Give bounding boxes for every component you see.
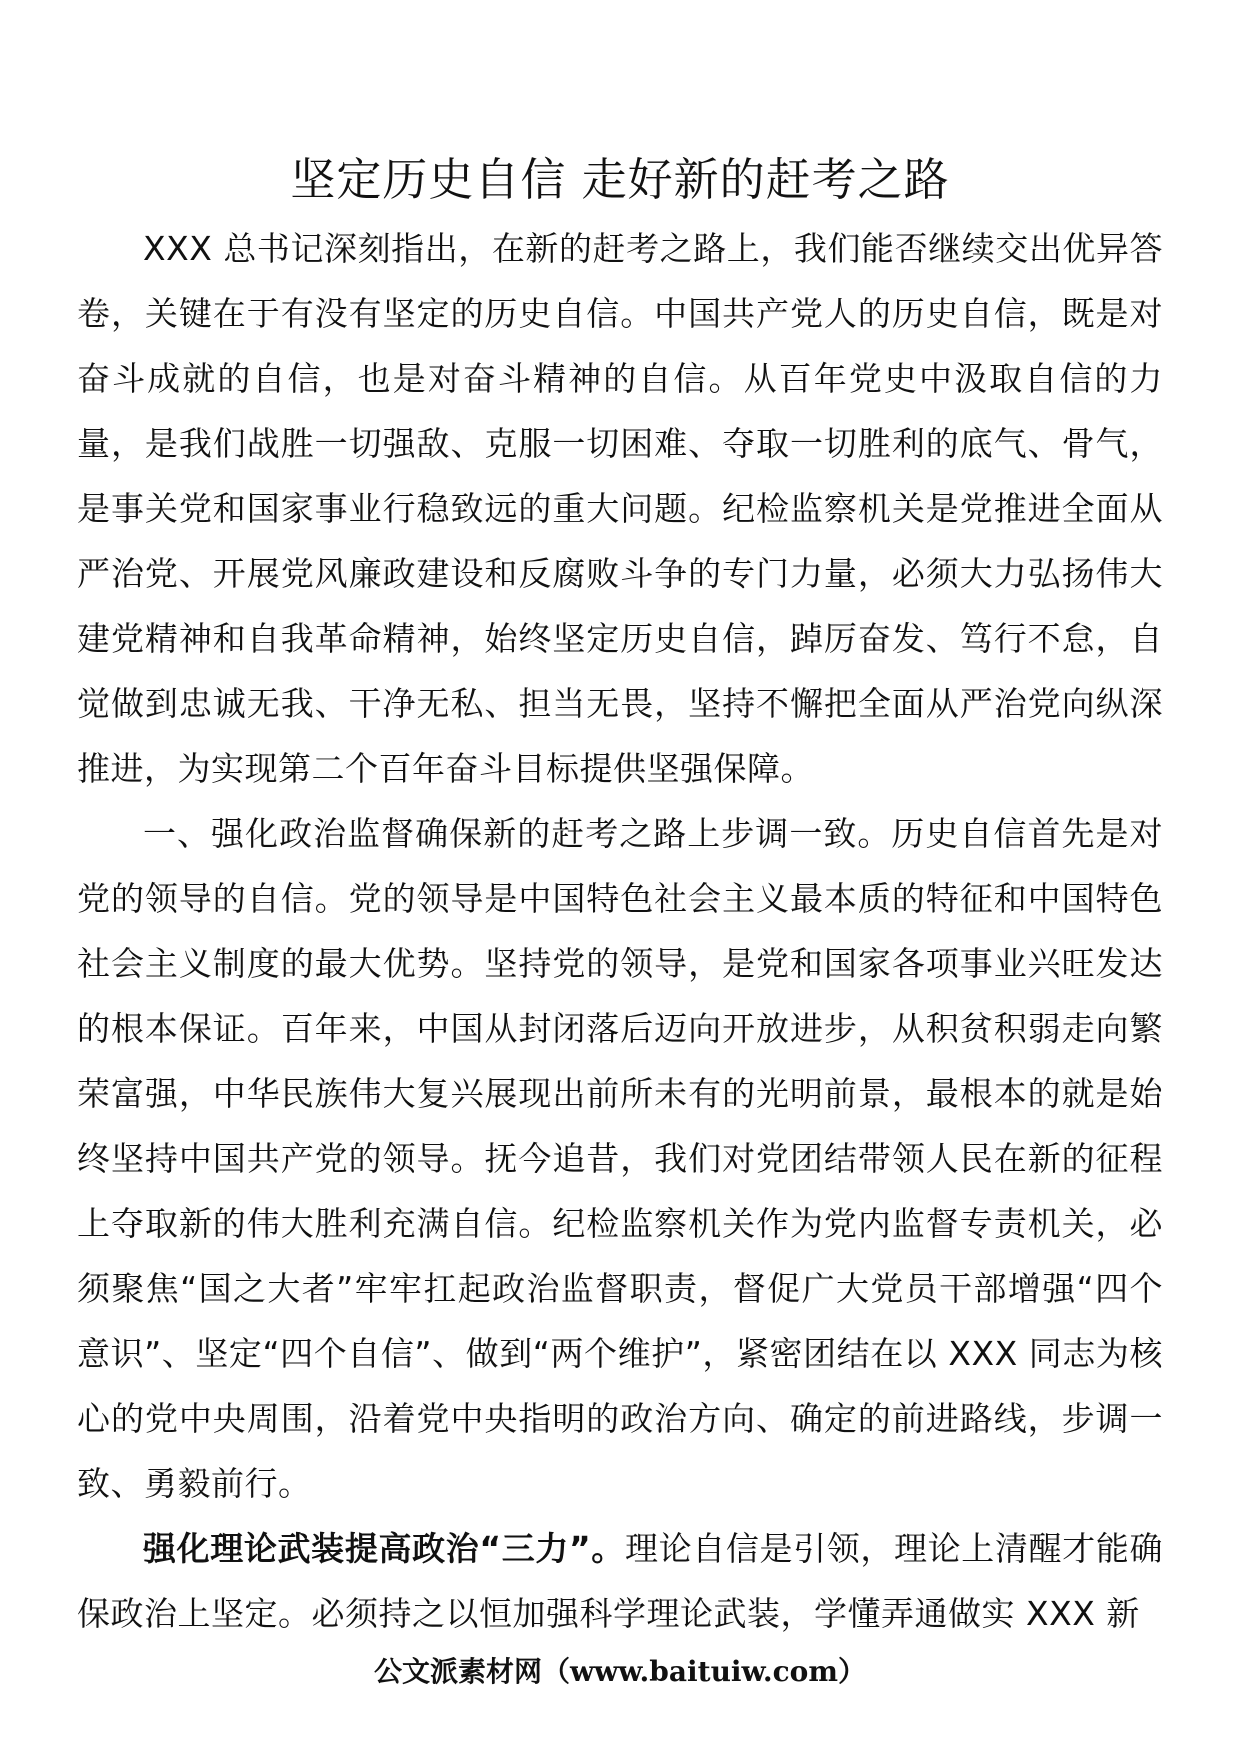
document-body [77,216,1163,1646]
body-paragraph-intro [77,216,1163,801]
paragraph-text: 一、强化政治监督确保新的赶考之路上步调一致。历史自信首先是对党的领导的自信。党的领导是中国特色社会主义最本质的特征和中国特色社会主义制度的最大优势。坚持党的领导，是党和国家各项事业兴旺发达的根本保证。百年来，中国从封闭落后迈向开放进步，从积贫积弱走向繁荣富强，中华民族伟大复兴展现出前所未有的光明前景，最根本的就是始终坚持中国共产党的领导。抚今追昔，我们对党团结带领人民在新的征程上夺取新的伟大胜利充满自信。纪检监察机关作为党内监督专责机关，必须聚焦“国之大者”牢牢扛起政治监督职责，督促广大党员干部增强“四个意识”、坚定“四个自信”、做到“两个维护”，紧密团结在以 XXX 同志为核心的党中央周围，沿着党中央指明的政治方向、确定的前进路线，步调一致、勇毅前行。 [77,814,1163,1503]
paragraph-bold-lead: 强化理论武装提高政治“三力”。 [143,1529,625,1568]
paragraph-text: 理论自信是引领，理论上清醒才能确保政治上坚定。必须持之以恒加强科学理论武装，学懂弄通做实 XXX 新 [77,1529,1163,1633]
page-footer-watermark: 公文派素材网（www.baituiw.com） [374,1655,866,1688]
body-paragraph-section-one [77,801,1163,1516]
document-title: 坚定历史自信 走好新的赶考之路 [290,153,950,207]
paragraph-text: XXX 总书记深刻指出，在新的赶考之路上，我们能否继续交出优异答卷，关键在于有没有坚定的历史自信。中国共产党人的历史自信，既是对奋斗成就的自信，也是对奋斗精神的自信。从百年党史中汲取自信的力量，是我们战胜一切强敌、克服一切困难、夺取一切胜利的底气、骨气，是事关党和国家事业行稳致远的重大问题。纪检监察机关是党推进全面从严治党、开展党风廉政建设和反腐败斗争的专门力量，必须大力弘扬伟大建党精神和自我革命精神，始终坚定历史自信，踔厉奋发、笃行不怠，自觉做到忠诚无我、干净无私、担当无畏，坚持不懈把全面从严治党向纵深推进，为实现第二个百年奋斗目标提供坚强保障。 [77,229,1163,788]
body-paragraph-theory [77,1516,1163,1646]
